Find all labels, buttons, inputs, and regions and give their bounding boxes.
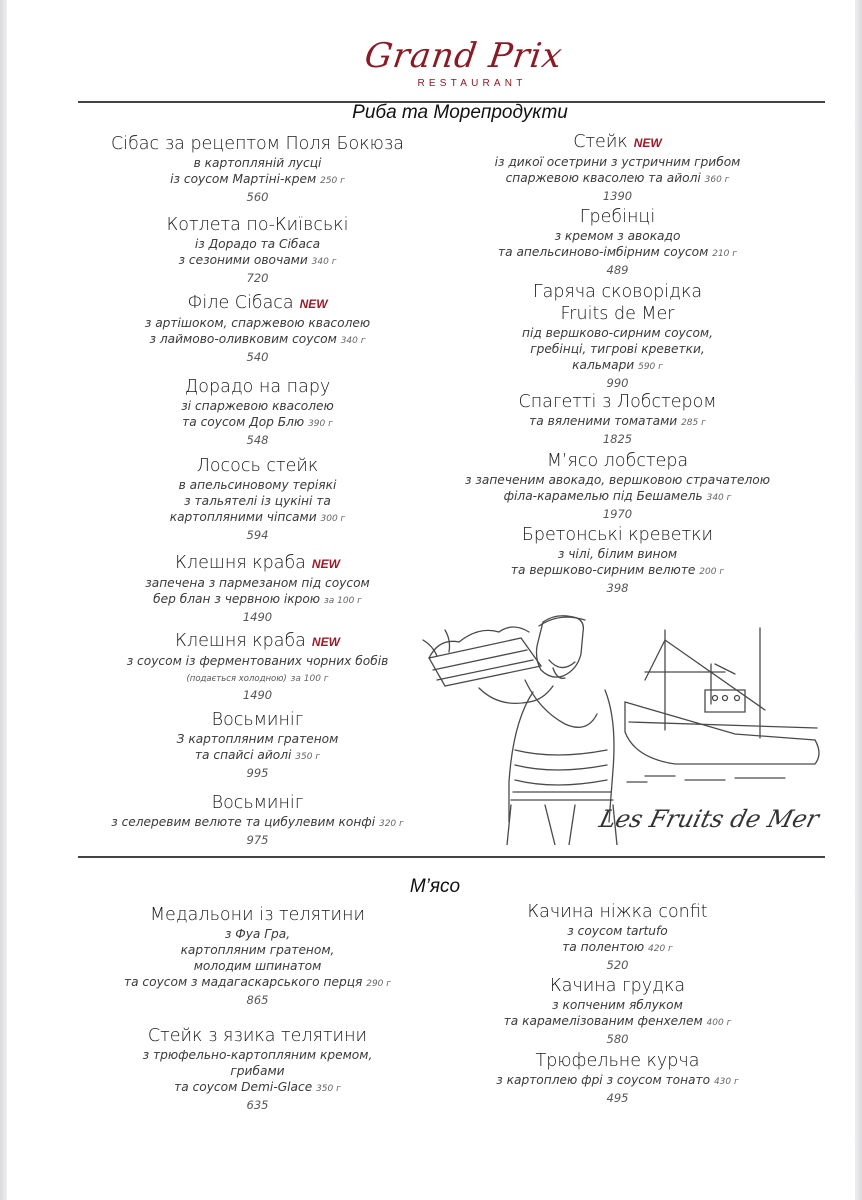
dish-name-text: Лосось стейк (196, 456, 319, 476)
dish-price: 1970 (602, 507, 633, 521)
dish-weight: 340 г (311, 257, 337, 267)
dish-price: 489 (606, 263, 629, 277)
dish-description-text: картопляними чіпсами (169, 510, 317, 524)
dish-description-text: З картопляним гратеном (176, 732, 339, 746)
dish-weight: 250 г (320, 176, 345, 186)
dish-name (445, 1050, 790, 1072)
dish-description (60, 398, 455, 414)
page-edge-left (0, 0, 7, 1200)
menu-item (445, 975, 790, 1048)
dish-description (60, 236, 455, 252)
dish-weight: 340 г (340, 336, 366, 346)
dish-weight: 200 г (699, 567, 725, 577)
dish-description (60, 591, 455, 609)
dish-description (445, 546, 790, 562)
illustration-caption: Les Fruits de Mer (596, 805, 822, 833)
menu-item (445, 1050, 790, 1107)
menu-item (60, 792, 455, 849)
dish-name-text: Дорадо на пару (184, 377, 331, 397)
dish-description-text: та соусом з мадагаскарського перця (123, 975, 363, 989)
dish-name-text: Стейк з язика телятини (147, 1026, 368, 1046)
dish-price: 540 (246, 350, 269, 364)
dish-description (445, 1013, 790, 1031)
new-badge: NEW (633, 136, 662, 150)
section-divider (78, 856, 825, 858)
dish-price: 594 (246, 528, 269, 542)
dish-description-text: та вяленими томатами (529, 414, 678, 428)
dish-price: 990 (606, 376, 629, 390)
dish-description-text: із дикої осетрини з устричним грибом (494, 155, 741, 169)
dish-name-text: Клешня краба (175, 631, 306, 651)
dish-name (60, 376, 455, 398)
dish-description-text: з кремом з авокадо (554, 229, 681, 243)
dish-name-text: Стейк (573, 132, 628, 152)
dish-weight: 285 г (681, 418, 706, 428)
dish-name (445, 450, 790, 472)
dish-description-text: та карамелізованим фенхелем (503, 1014, 703, 1028)
dish-price: 1490 (242, 688, 273, 702)
dish-note-line (60, 669, 455, 687)
dish-name-text: Восьминіг (211, 793, 304, 813)
logo-wordmark: Grand Prix (362, 36, 566, 76)
dish-weight: 400 г (706, 1018, 732, 1028)
dish-name (60, 630, 455, 653)
dish-description-text: запечена з пармезаном під соусом (145, 576, 370, 590)
dish-description (445, 244, 790, 262)
section-title-meat: М’ясо (409, 876, 461, 897)
dish-name (60, 709, 455, 731)
dish-description-text: з артішоком, спаржевою квасолею (144, 316, 371, 330)
menu-item (445, 450, 790, 523)
dish-price: 1825 (602, 432, 633, 446)
dish-description (445, 997, 790, 1013)
dish-name (60, 792, 455, 814)
dish-description (445, 472, 790, 488)
dish-description-text: та полентою (562, 940, 645, 954)
dish-description (60, 493, 455, 509)
dish-description-text: з картоплею фрі з соусом тонато (496, 1073, 711, 1087)
new-badge: NEW (299, 297, 328, 311)
dish-description (445, 413, 790, 431)
logo (0, 36, 862, 76)
dish-weight: 320 г (378, 819, 404, 829)
menu-item (60, 709, 455, 782)
dish-description (60, 575, 455, 591)
dish-description-text: із соусом Мартіні-крем (170, 172, 317, 186)
dish-description-text: з соусом tartufo (567, 924, 668, 938)
new-badge: NEW (311, 635, 340, 649)
dish-description-text: з копченим яблуком (552, 998, 683, 1012)
dish-price: 495 (606, 1091, 629, 1105)
dish-description (60, 653, 455, 669)
dish-description (60, 477, 455, 493)
dish-description-text: із Дорадо та Сібаса (194, 237, 321, 251)
dish-description-text: грибами (230, 1064, 285, 1078)
dish-weight: 290 г (366, 979, 391, 989)
dish-description (445, 357, 790, 375)
dish-description (445, 325, 790, 341)
page-edge-right (855, 0, 862, 1200)
dish-description-text: гребінці, тигрові креветки, (530, 342, 705, 356)
dish-price: 1390 (602, 189, 633, 203)
menu-item (60, 904, 455, 1009)
menu-item (60, 1025, 455, 1114)
menu-item (445, 281, 790, 392)
dish-description-text: зі спаржевою квасолею (181, 399, 334, 413)
menu-item (60, 376, 455, 449)
dish-description-text: та соусом Дор Блю (182, 415, 305, 429)
dish-description (445, 228, 790, 244)
dish-description (445, 1072, 790, 1090)
dish-description-text: та вершково-сирним велюте (510, 563, 696, 577)
dish-weight: за 100 г (323, 596, 362, 606)
menu-item (445, 131, 790, 205)
dish-description-text: молодим шпинатом (193, 959, 322, 973)
dish-description-text: спаржевою квасолею та айолі (505, 171, 701, 185)
menu-item (60, 292, 455, 366)
dish-description (445, 154, 790, 170)
dish-name-text: Котлета по-Київські (166, 215, 349, 235)
dish-weight: 350 г (295, 752, 321, 762)
dish-name (60, 552, 455, 575)
dish-name-text: Восьминіг (211, 710, 304, 730)
menu-item (60, 133, 455, 206)
dish-name (60, 133, 455, 155)
dish-description-text: з тальятелі із цукіні та (184, 494, 331, 508)
dish-name-text: Клешня краба (175, 553, 306, 573)
dish-name-text: Трюфельне курча (535, 1051, 700, 1071)
dish-description-text: філа-карамелью під Бешамель (503, 489, 703, 503)
dish-price: 1490 (242, 610, 273, 624)
dish-description-text: з лаймово-оливковим соусом (149, 332, 337, 346)
dish-name (445, 975, 790, 997)
dish-price: 995 (246, 766, 269, 780)
dish-description-text: під вершково-сирним соусом, (522, 326, 713, 340)
new-badge: NEW (311, 557, 340, 571)
dish-name-text: Спагетті з Лобстером (518, 392, 717, 412)
dish-description (60, 1047, 455, 1063)
dish-name-text: Сібас за рецептом Поля Бокюза (111, 134, 404, 154)
dish-description (60, 942, 455, 958)
dish-weight: за 100 г (290, 674, 329, 684)
dish-name-text: Філе Сібаса (187, 293, 294, 313)
dish-description-text: з трюфельно-картопляним кремом, (142, 1048, 373, 1062)
dish-description (60, 414, 455, 432)
dish-description (60, 155, 455, 171)
dish-description (445, 170, 790, 188)
boat-hull (625, 702, 819, 764)
dish-weight: 590 г (638, 362, 663, 372)
dish-description (60, 926, 455, 942)
dish-name (60, 292, 455, 315)
dish-description (445, 939, 790, 957)
dish-weight: 420 г (648, 944, 673, 954)
dish-description (60, 731, 455, 747)
dish-description-text: з запеченим авокадо, вершковою страчателою (465, 473, 770, 487)
menu-item (445, 206, 790, 279)
dish-weight: 340 г (706, 493, 732, 503)
dish-price: 548 (246, 433, 269, 447)
dish-description (60, 974, 455, 992)
section-title-seafood: Риба та Морепродукти (352, 102, 568, 123)
dish-description (60, 171, 455, 189)
logo-subtitle: RESTAURANT (417, 78, 527, 89)
menu-item (60, 630, 455, 704)
dish-description (60, 331, 455, 349)
dish-description-text: з сезоними овочами (178, 253, 308, 267)
dish-price: 560 (246, 190, 269, 204)
dish-description-text: кальмари (572, 358, 635, 372)
fisherman-torso (509, 690, 614, 822)
dish-weight: 350 г (316, 1084, 341, 1094)
dish-description (60, 509, 455, 527)
dish-description (445, 562, 790, 580)
dish-description-text: в апельсиновому теріякі (178, 478, 337, 492)
menu-item (60, 552, 455, 626)
dish-weight: 300 г (320, 514, 346, 524)
dish-description (60, 315, 455, 331)
dish-name-line-2: Fruits de Mer (560, 304, 675, 324)
dish-description-text: картопляним гратеном, (180, 943, 335, 957)
dish-name (445, 131, 790, 154)
dish-price: 865 (246, 993, 269, 1007)
dish-name (445, 391, 790, 413)
dish-description-text: та соусом Demi-Glace (174, 1080, 313, 1094)
dish-price: 580 (606, 1032, 629, 1046)
dish-note: (подається холодною) (186, 674, 287, 684)
dish-description (60, 1063, 455, 1079)
dish-weight: 210 г (712, 249, 737, 259)
dish-price: 635 (246, 1098, 269, 1112)
dish-description-text: та апельсиново-імбірним соусом (498, 245, 709, 259)
dish-name-text: Гребінці (579, 207, 656, 227)
dish-name (60, 455, 455, 477)
dish-price: 398 (606, 581, 629, 595)
dish-name-text: Гаряча сковорідка (532, 282, 703, 302)
menu-item (445, 524, 790, 597)
menu-item (445, 391, 790, 448)
dish-name (445, 901, 790, 923)
dish-description (60, 958, 455, 974)
dish-description-text: з соусом із ферментованих чорних бобів (126, 654, 389, 668)
dish-name-text: Качина грудка (549, 976, 686, 996)
dish-description-text: з Фуа Гра, (224, 927, 291, 941)
dish-price: 720 (246, 271, 269, 285)
dish-weight: 390 г (308, 419, 333, 429)
dish-weight: 430 г (713, 1077, 739, 1087)
dish-description (60, 1079, 455, 1097)
dish-description-text: з чілі, білим вином (557, 547, 678, 561)
dish-description (445, 341, 790, 357)
dish-name (445, 281, 790, 303)
dish-name (60, 904, 455, 926)
dish-name-text: М’ясо лобстера (546, 451, 689, 471)
dish-name (60, 214, 455, 236)
menu-item (60, 455, 455, 544)
dish-weight: 360 г (704, 175, 730, 185)
dish-description (445, 923, 790, 939)
dish-description-text: з селеревим велюте та цибулевим конфі (111, 815, 376, 829)
dish-description (60, 252, 455, 270)
dish-description (60, 814, 455, 832)
dish-price: 520 (606, 958, 629, 972)
menu-item (60, 214, 455, 287)
menu-item (445, 901, 790, 974)
dish-name (60, 1025, 455, 1047)
dish-name-text: Бретонські креветки (521, 525, 714, 545)
dish-name (445, 524, 790, 546)
dish-description-text: в картопляній лусці (193, 156, 322, 170)
dish-description (60, 747, 455, 765)
dish-price: 975 (246, 833, 269, 847)
dish-name-text: Качина ніжка confit (527, 902, 708, 922)
dish-description (445, 488, 790, 506)
dish-name-text: Медальони із телятини (149, 905, 366, 925)
dish-name (445, 206, 790, 228)
dish-description-text: бер блан з червною ікрою (153, 592, 321, 606)
dish-description-text: та спайсі айолі (194, 748, 292, 762)
